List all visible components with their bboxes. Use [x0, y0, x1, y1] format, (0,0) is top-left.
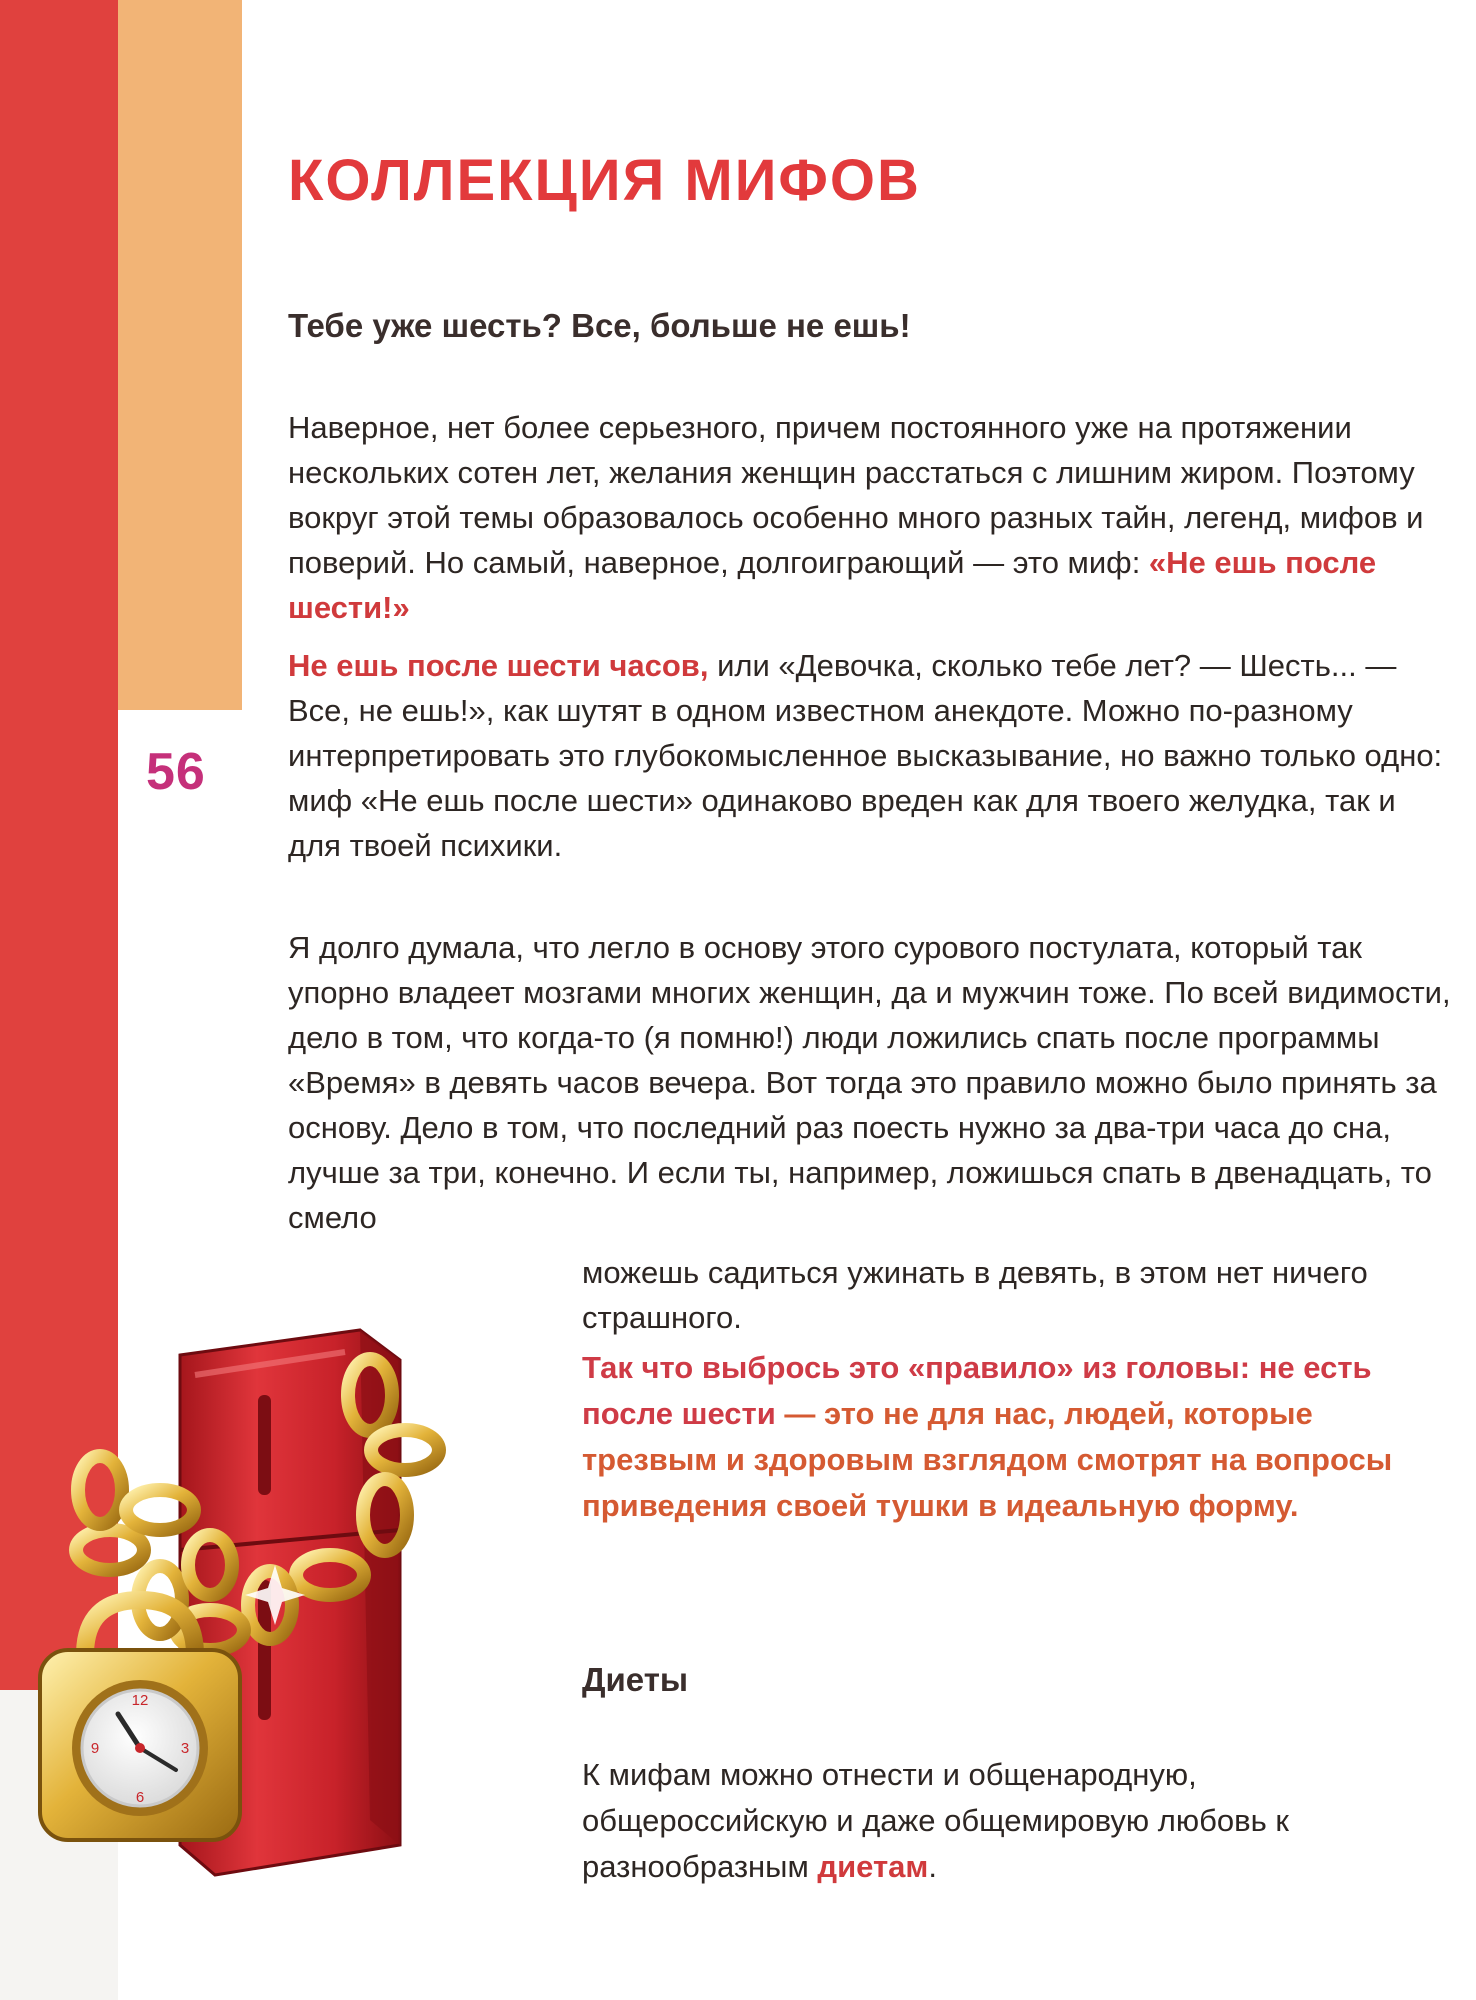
paragraph-intro-text: Наверное, нет более серьезного, причем постоянного уже на протяжении нескольких сотен лет, желания женщин расстаться с лишним жиром. Поэтому вокруг этой темы образовалось особенно много разных тайн, легенд, мифов и поверий. Но самый, наверное, долгоиграющий — это миф: — [288, 410, 1424, 580]
accent-part-1: Так что выбрось это «правило» из головы: не есть после шести — [582, 1350, 1372, 1431]
paragraph-joke — [288, 643, 1453, 868]
locked-fridge-icon — [30, 1300, 580, 1880]
paragraph-explanation: Я долго думала, что легло в основу этого сурового постулата, который так упорно владеет мозгами многих женщин, да и мужчин тоже. По всей видимости, дело в том, что когда-то (я помню!) люди ложились спать после программы «Время» в девять часов вечера. Вот тогда это правило можно было принять за основу. Дело в том, что последний раз поесть нужно за два-три часа до сна, лучше за три, конечно. И если ты, например, ложишься спать в двенадцать, то смело — [288, 930, 1451, 1235]
paragraph-intro — [288, 405, 1453, 630]
page-number: 56 — [146, 743, 206, 801]
joke-highlight: Не ешь после шести часов, — [288, 648, 709, 683]
paragraph-diets — [582, 1752, 1442, 1890]
myth-quote-highlight: «Не ешь после шести!» — [288, 545, 1377, 625]
paragraph-joke-text: или «Девочка, сколько тебе лет? — Шесть... — Все, не ешь!», как шутят в одном известном анекдоте. Можно по-разному интерпретировать это глубокомысленное высказывание, но важно только одно: миф «Не ешь после шести» одинаково вреден как для твоего желудка, так и для твоей психики. — [288, 648, 1443, 863]
section-heading-diets: Диеты — [582, 1661, 689, 1698]
left-tan-band — [118, 0, 242, 710]
paragraph-explanation-continued: можешь садиться ужинать в девять, в этом нет ничего страшного. — [582, 1255, 1368, 1335]
clock-number-6: 6 — [135, 1789, 145, 1806]
section-heading-myth: Тебе уже шесть? Все, больше не ешь! — [288, 307, 911, 344]
clock-number-12: 12 — [131, 1692, 149, 1709]
accent-conclusion — [582, 1345, 1432, 1529]
chapter-title: КОЛЛЕКЦИЯ МИФОВ — [288, 148, 921, 213]
clock-number-3: 3 — [180, 1740, 190, 1757]
clock-number-9: 9 — [90, 1740, 100, 1757]
paragraph-diets-end: . — [928, 1849, 937, 1884]
diets-highlight: диетам — [817, 1849, 929, 1884]
paragraph-diets-text: К мифам можно отнести и общенародную, общероссийскую и даже общемировую любовь к разнообразным — [582, 1757, 1289, 1884]
accent-part-2: — это не для нас, людей, которые трезвым и здоровым взглядом смотрят на вопросы приведения своей тушки в идеальную форму. — [582, 1396, 1393, 1523]
